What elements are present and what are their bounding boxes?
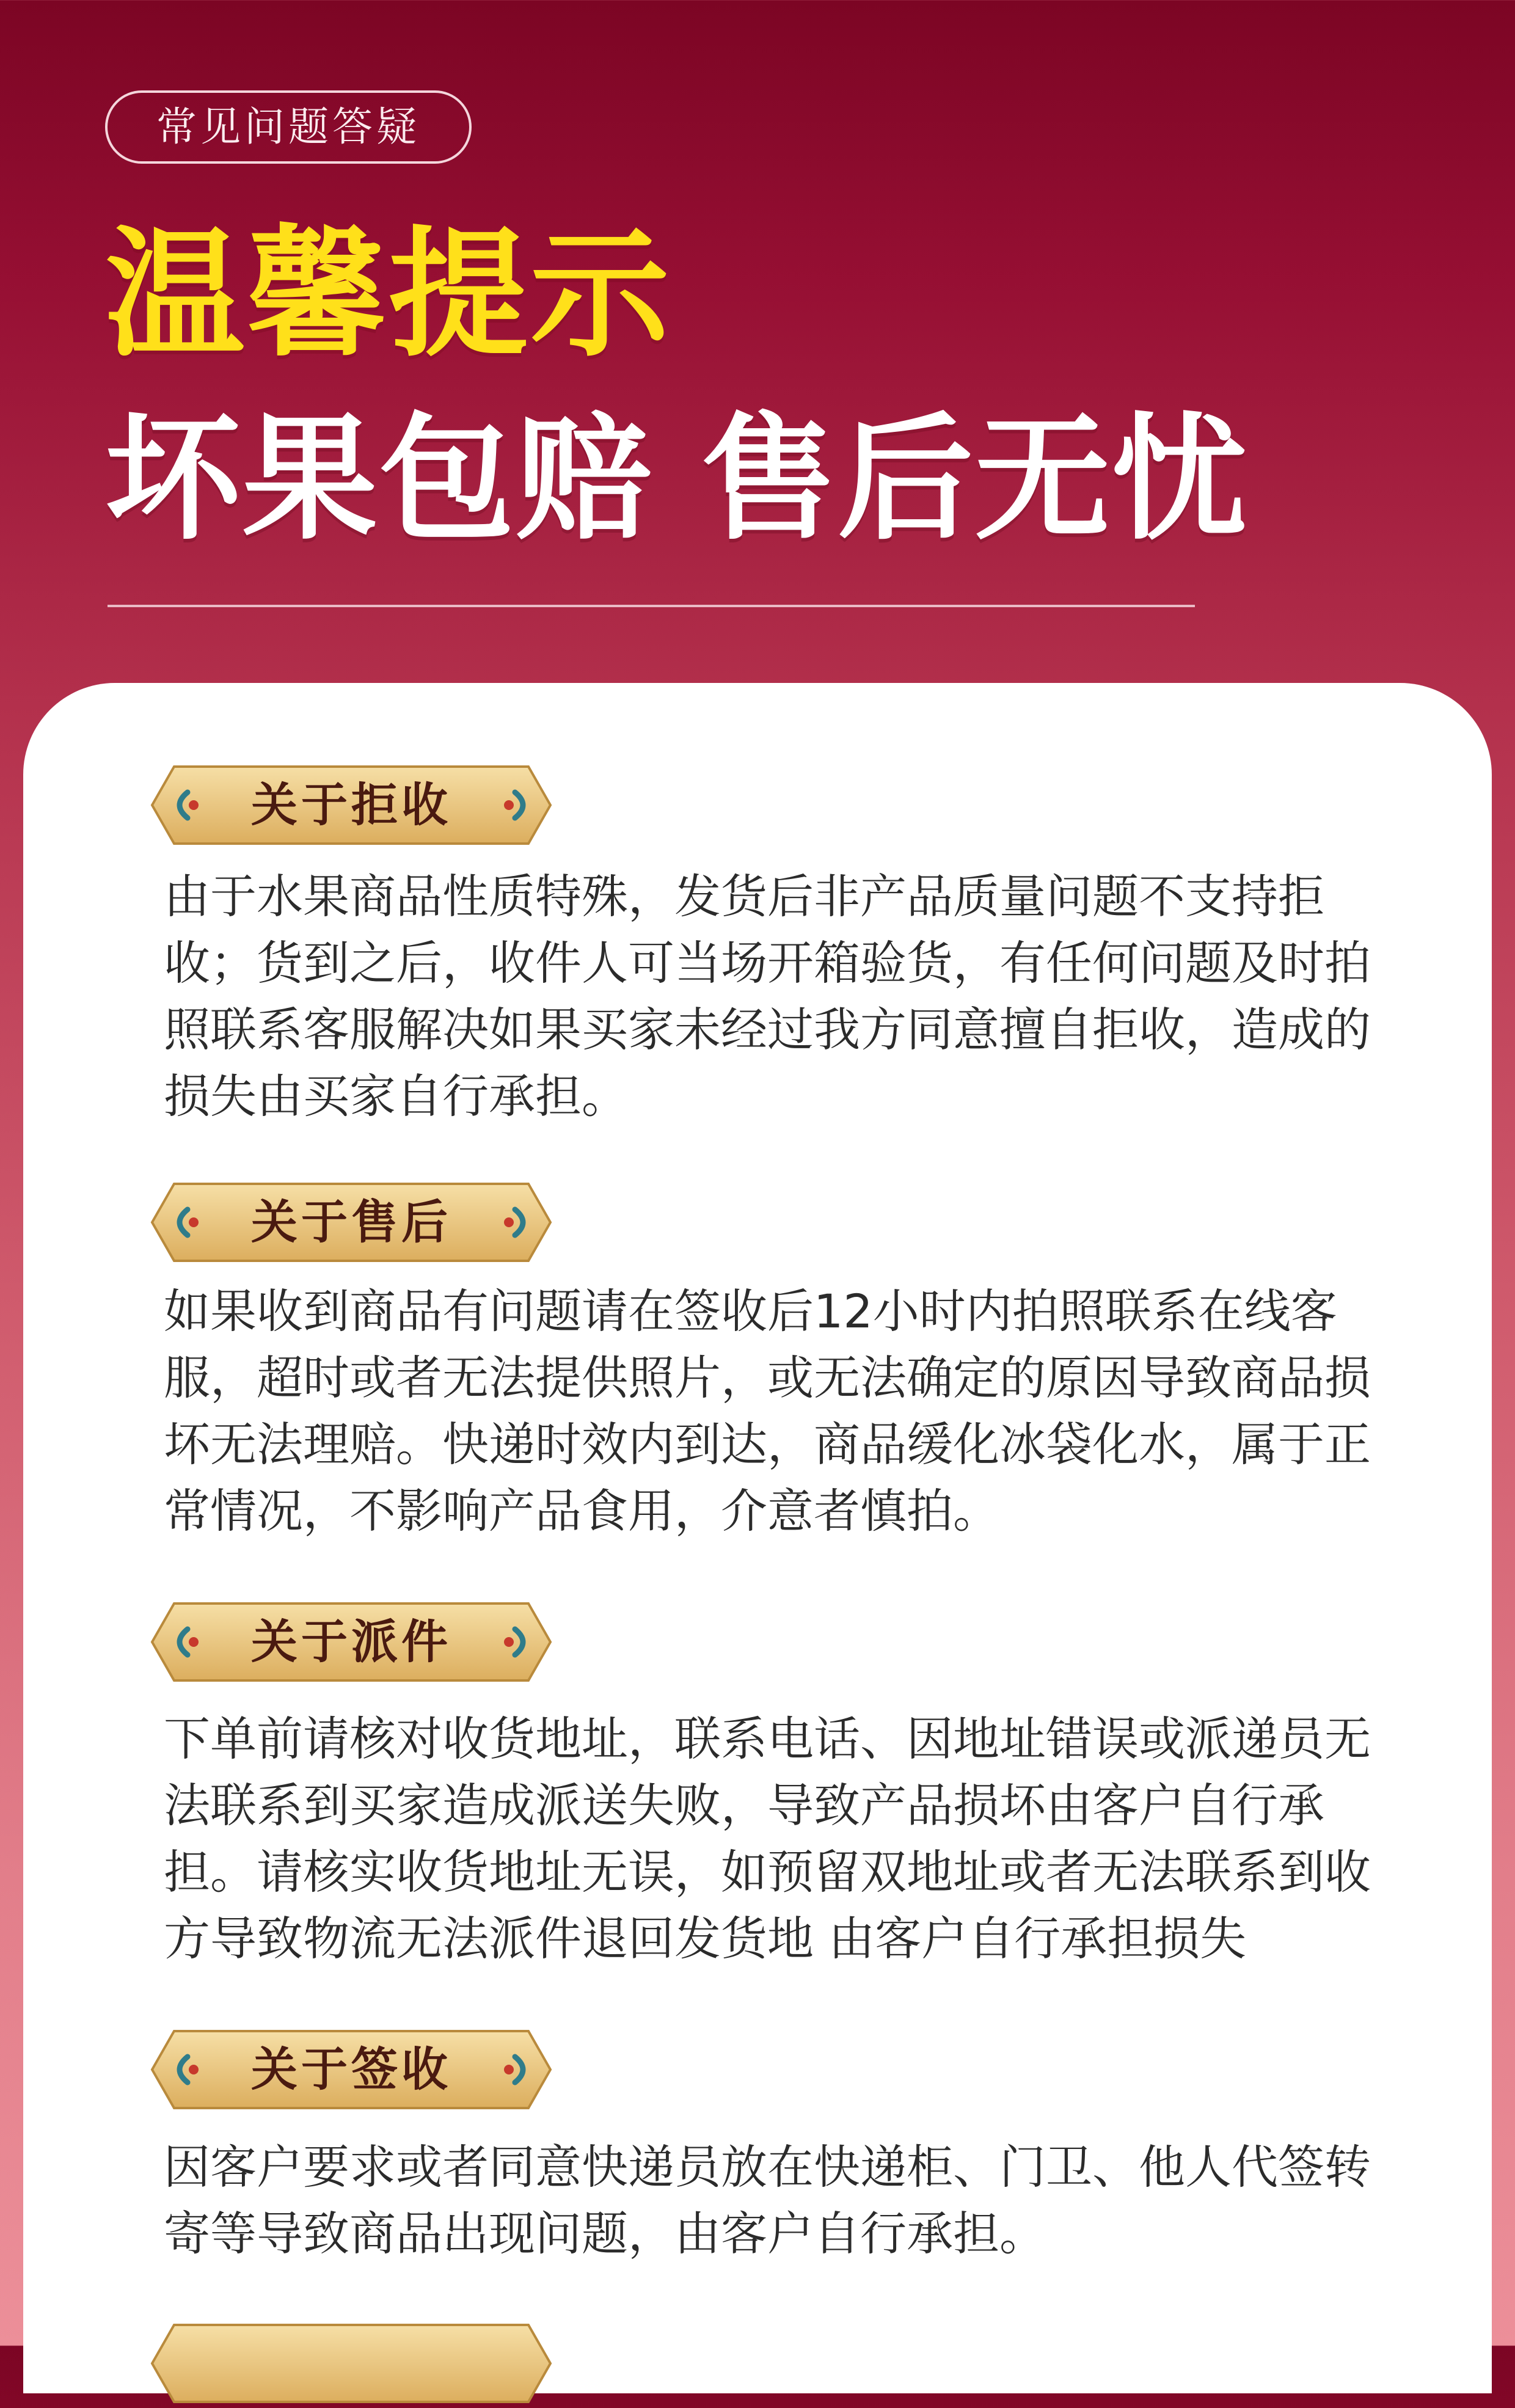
- section-body: 如果收到商品有问题请在签收后12小时内拍照联系在线客服，超时或者无法提供照片，或无法确定的原因导致商品损坏无法理赔。快递时效内到达，商品缓化冰袋化水，属于正常情况，不影响产品食用，介意者慎拍。: [164, 1284, 1371, 1538]
- header-divider: [108, 605, 1195, 607]
- page-subtitle: 坏果包赔 售后无忧: [105, 401, 1249, 558]
- faq-pill-label: 常见问题答疑: [105, 90, 472, 164]
- section-title: 关于售后: [251, 1195, 451, 1249]
- page-title: 温馨提示: [105, 213, 672, 376]
- section-body: 因客户要求或者同意快递员放在快递柜、门卫、他人代签转寄等导致商品出现问题，由客户自行承担。: [164, 2140, 1371, 2261]
- badge-frame: [150, 2319, 553, 2408]
- section-title: 关于拒收: [251, 778, 451, 832]
- section-badge-next: [150, 2319, 553, 2408]
- section-title: 关于签收: [251, 2042, 451, 2096]
- section-title: 关于派件: [251, 1614, 451, 1669]
- section-badge-delivery: [150, 1597, 553, 1687]
- section-badge-aftersale: [150, 1178, 553, 1267]
- section-badge-signing: [150, 2025, 553, 2114]
- section-body: 由于水果商品性质特殊，发货后非产品质量问题不支持拒收；货到之后，收件人可当场开箱验货，有任何问题及时拍照联系客服解决如果买家未经过我方同意擅自拒收，造成的损失由买家自行承担。: [164, 869, 1371, 1123]
- section-body: 下单前请核对收货地址，联系电话、因地址错误或派递员无法联系到买家造成派送失败，导致产品损坏由客户自行承担。请核实收货地址无误，如预留双地址或者无法联系到收方导致物流无法派件退回发货地 由客户自行承担损失: [164, 1712, 1371, 1966]
- section-badge-reject: [150, 761, 553, 850]
